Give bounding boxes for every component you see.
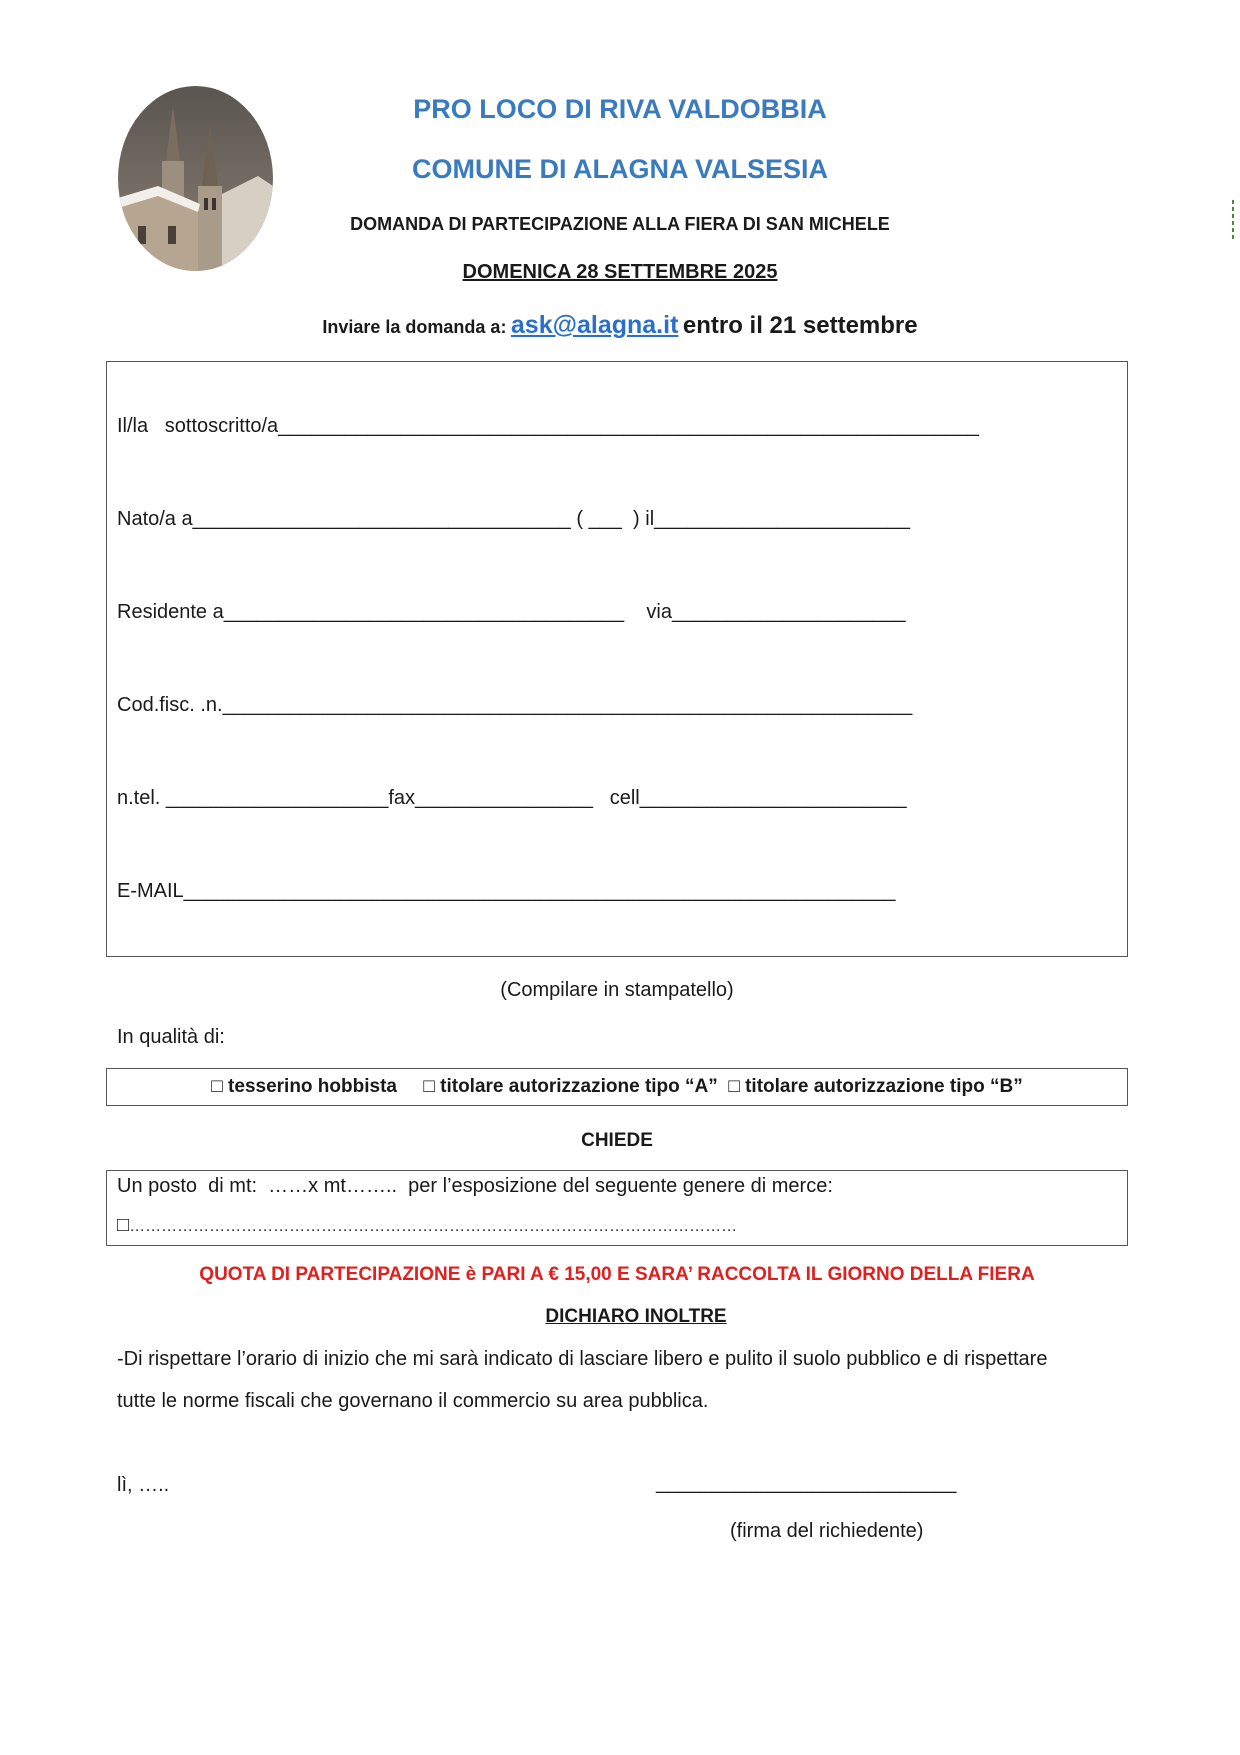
place-date[interactable]: lì, …..: [117, 1474, 170, 1496]
church-logo: [118, 86, 273, 271]
form-subtitle: DOMANDA DI PARTECIPAZIONE ALLA FIERA DI SAN MICHELE: [350, 214, 890, 234]
checkbox-icon[interactable]: □: [211, 1076, 223, 1097]
checkbox-icon[interactable]: □: [117, 1214, 130, 1236]
checkbox-icon[interactable]: □: [423, 1076, 435, 1097]
field-nato-a[interactable]: Nato/a a__________________________________ ( ___ ) il_______________________: [117, 508, 910, 530]
dichiaro-title: DICHIARO INOLTRE: [545, 1306, 727, 1327]
fill-note: (Compilare in stampatello): [500, 979, 734, 1001]
option-tipo-b[interactable]: □ titolare autorizzazione tipo “B”: [728, 1076, 1023, 1097]
field-codfisc[interactable]: Cod.fisc. .n.______________________________________________________________: [117, 694, 913, 716]
org-title-comune: COMUNE DI ALAGNA VALSESIA: [411, 154, 828, 184]
dichiaro-text-1: -Di rispettare l’orario di inizio che mi sarà indicato di lasciare libero e pulito il suolo pubblico e di rispettare: [117, 1348, 1048, 1370]
field-sottoscritto[interactable]: Il/la sottoscritto/a_______________________________________________________________: [117, 415, 979, 437]
field-residente[interactable]: Residente a____________________________________ via_____________________: [117, 601, 906, 623]
merce-line[interactable]: □……………………………………………………………………………………………………: [117, 1214, 738, 1236]
org-title-pro-loco: PRO LOCO DI RIVA VALDOBBIA: [413, 94, 827, 124]
qualita-options: [106, 1076, 1128, 1098]
deadline: entro il 21 settembre: [682, 312, 918, 339]
field-telefono[interactable]: n.tel. ____________________fax________________ cell________________________: [117, 787, 907, 809]
email-link[interactable]: ask@alagna.it: [510, 311, 679, 339]
field-email[interactable]: E-MAIL________________________________________________________________: [117, 880, 896, 902]
option-tipo-a[interactable]: □ titolare autorizzazione tipo “A”: [423, 1076, 718, 1097]
send-prefix: Inviare la domanda a:: [322, 317, 507, 337]
chiede-title: CHIEDE: [581, 1130, 653, 1151]
posto-line[interactable]: Un posto di mt: ……x mt…….. per l’esposizione del seguente genere di merce:: [117, 1175, 833, 1197]
qualita-label: In qualità di:: [117, 1026, 225, 1048]
send-instructions: [180, 311, 1060, 340]
event-date: DOMENICA 28 SETTEMBRE 2025: [462, 261, 778, 283]
signature-line[interactable]: ___________________________: [656, 1472, 957, 1494]
quota-notice: QUOTA DI PARTECIPAZIONE è PARI A € 15,00 E SARA’ RACCOLTA IL GIORNO DELLA FIERA: [199, 1264, 1035, 1285]
signature-label: (firma del richiedente): [730, 1520, 924, 1542]
applicant-form-box: [106, 361, 1128, 957]
dichiaro-text-2: tutte le norme fiscali che governano il commercio su area pubblica.: [117, 1390, 709, 1412]
checkbox-icon[interactable]: □: [728, 1076, 740, 1097]
option-hobbista[interactable]: □ tesserino hobbista: [211, 1076, 397, 1097]
edge-mark-icon: [1230, 200, 1236, 240]
